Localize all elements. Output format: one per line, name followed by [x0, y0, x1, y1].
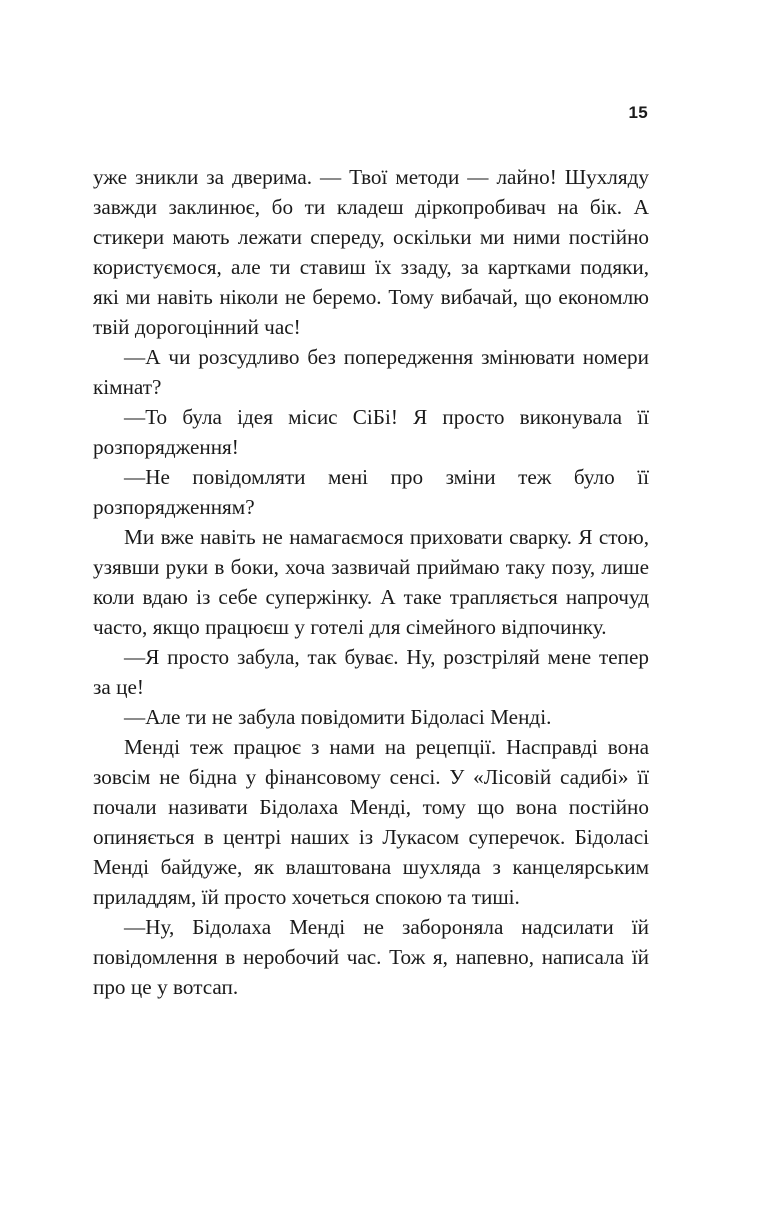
- paragraph: —А чи розсудливо без попередження змінювати номери кімнат?: [93, 345, 649, 399]
- paragraph: —Ну, Бідолаха Менді не забороняла надсилати їй повідомлення в неробочий час. Тож я, напевно, написала їй про це у вотсап.: [93, 915, 649, 999]
- paragraph: уже зникли за дверима. — Твої методи — лайно! Шухляду завжди заклинює, бо ти кладеш діркопробивач на бік. А стикери мають лежати спереду, оскільки ми ними постійно користуємося, але ти ставиш їх ззаду, за картками подяки, які ми навіть ніколи не беремо. Тому вибачай, що економлю твій дорогоцінний час!: [93, 165, 649, 339]
- paragraph: —То була ідея місис СіБі! Я просто виконувала її розпорядження!: [93, 405, 649, 459]
- paragraph: —Я просто забула, так буває. Ну, розстріляй мене тепер за це!: [93, 645, 649, 699]
- page-number: 15: [628, 103, 648, 122]
- body-text-block: [93, 162, 649, 1002]
- paragraph: —Але ти не забула повідомити Бідоласі Менді.: [124, 705, 552, 729]
- paragraph: —Не повідомляти мені про зміни теж було її розпорядженням?: [93, 465, 649, 519]
- paragraph: Ми вже навіть не намагаємося приховати сварку. Я стою, узявши руки в боки, хоча зазвичай приймаю таку позу, лише коли вдаю із себе супержінку. А таке трапляється напрочуд часто, якщо працюєш у готелі для сімейного відпочинку.: [93, 525, 649, 639]
- paragraph: Менді теж працює з нами на рецепції. Насправді вона зовсім не бідна у фінансовому сенсі. У «Лісовій садибі» її почали називати Бідолаха Менді, тому що вона постійно опиняється в центрі наших із Лукасом суперечок. Бідоласі Менді байдуже, як влаштована шухляда з канцелярським приладдям, їй просто хочеться спокою та тиші.: [93, 735, 649, 909]
